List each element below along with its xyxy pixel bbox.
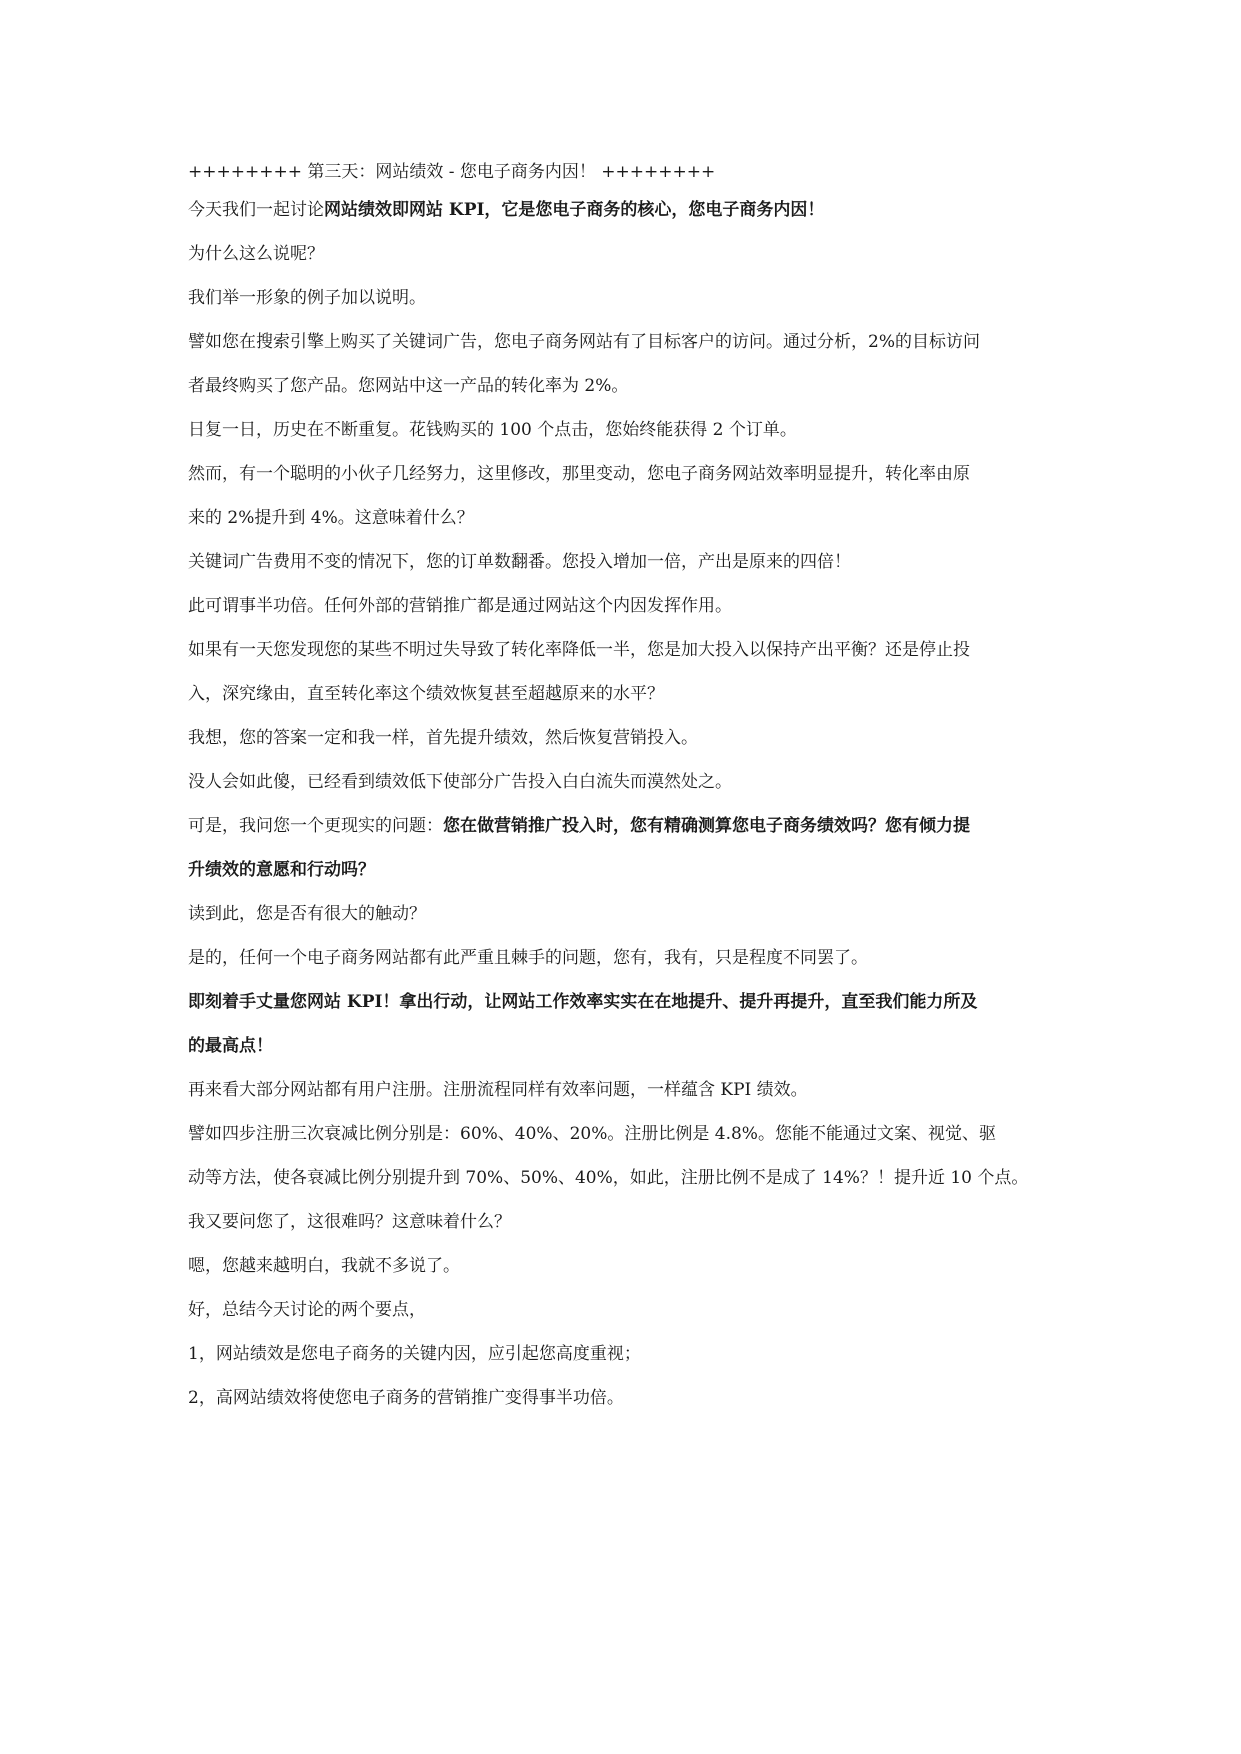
paragraph-line bbox=[188, 1166, 1028, 1190]
text-segment: 日复一日，历史在不断重复。花钱购买的 100 个点击，您始终能获得 2 个订单。 bbox=[188, 420, 797, 440]
paragraph-line bbox=[188, 1078, 808, 1102]
text-segment: 嗯，您越来越明白，我就不多说了。 bbox=[188, 1256, 460, 1276]
paragraph-line bbox=[188, 814, 970, 838]
text-segment: 来的 2%提升到 4%。这意味着什么？ bbox=[188, 508, 474, 528]
paragraph-line bbox=[188, 330, 980, 354]
text-segment: 然而，有一个聪明的小伙子几经努力，这里修改，那里变动，您电子商务网站效率明显提升，转化率由原 bbox=[188, 464, 970, 484]
paragraph-line bbox=[188, 682, 664, 706]
bold-text-segment: 升绩效的意愿和行动吗？ bbox=[188, 860, 375, 880]
paragraph-line bbox=[188, 550, 851, 574]
text-segment: 我想，您的答案一定和我一样，首先提升绩效，然后恢复营销投入。 bbox=[188, 728, 698, 748]
paragraph-line bbox=[188, 1254, 460, 1278]
text-segment: 譬如您在搜索引擎上购买了关键词广告，您电子商务网站有了目标客户的访问。通过分析，2%的目标访问 bbox=[188, 332, 980, 352]
paragraph-line bbox=[188, 726, 698, 750]
paragraph-line bbox=[188, 990, 977, 1014]
paragraph-line bbox=[188, 946, 868, 970]
text-segment: 譬如四步注册三次衰减比例分别是：60%、40%、20%。注册比例是 4.8%。您能不能通过文案、视觉、驱 bbox=[188, 1124, 996, 1144]
text-segment: 是的，任何一个电子商务网站都有此严重且棘手的问题，您有，我有，只是程度不同罢了。 bbox=[188, 948, 868, 968]
bold-text-segment: 您在做营销推广投入时，您有精确测算您电子商务绩效吗？您有倾力提 bbox=[443, 816, 970, 836]
text-segment: 为什么这么说呢？ bbox=[188, 244, 324, 264]
paragraph-line bbox=[188, 242, 324, 266]
bold-text-segment: 即刻着手丈量您网站 KPI！拿出行动，让网站工作效率实实在在地提升、提升再提升，直至我们能力所及 bbox=[188, 992, 978, 1012]
document-heading: ++++++++ 第三天：网站绩效 - 您电子商务内因！ ++++++++ bbox=[188, 162, 716, 182]
text-segment: 2，高网站绩效将使您电子商务的营销推广变得事半功倍。 bbox=[188, 1388, 624, 1408]
text-segment: 没人会如此傻，已经看到绩效低下使部分广告投入白白流失而漠然处之。 bbox=[188, 772, 732, 792]
paragraph-line bbox=[188, 594, 732, 618]
text-segment: 此可谓事半功倍。任何外部的营销推广都是通过网站这个内因发挥作用。 bbox=[188, 596, 732, 616]
text-segment: 我又要问您了，这很难吗？这意味着什么？ bbox=[188, 1212, 511, 1232]
text-segment: 我们举一形象的例子加以说明。 bbox=[188, 288, 426, 308]
text-segment: 再来看大部分网站都有用户注册。注册流程同样有效率问题，一样蕴含 KPI 绩效。 bbox=[188, 1080, 808, 1100]
paragraph-line bbox=[188, 198, 824, 222]
text-segment: 1，网站绩效是您电子商务的关键内因，应引起您高度重视； bbox=[188, 1344, 641, 1364]
paragraph-line bbox=[188, 286, 426, 310]
paragraph-line bbox=[188, 1386, 624, 1410]
paragraph-line bbox=[188, 1210, 511, 1234]
text-segment: 者最终购买了您产品。您网站中这一产品的转化率为 2%。 bbox=[188, 376, 629, 396]
paragraph-line bbox=[188, 1122, 996, 1146]
text-segment: 读到此，您是否有很大的触动？ bbox=[188, 904, 426, 924]
paragraph-line bbox=[188, 902, 426, 926]
text-segment: 今天我们一起讨论 bbox=[188, 200, 324, 220]
text-segment: 入，深究缘由，直至转化率这个绩效恢复甚至超越原来的水平？ bbox=[188, 684, 664, 704]
paragraph-line bbox=[188, 858, 375, 882]
paragraph-line bbox=[188, 462, 970, 486]
bold-text-segment: 网站绩效即网站 KPI，它是您电子商务的核心，您电子商务内因！ bbox=[324, 200, 825, 220]
text-segment: 好，总结今天讨论的两个要点， bbox=[188, 1300, 426, 1320]
text-segment: 如果有一天您发现您的某些不明过失导致了转化率降低一半，您是加大投入以保持产出平衡？还是停止投 bbox=[188, 640, 970, 660]
paragraph-line bbox=[188, 374, 628, 398]
paragraph-line bbox=[188, 506, 474, 530]
bold-text-segment: 的最高点！ bbox=[188, 1036, 273, 1056]
text-segment: 关键词广告费用不变的情况下，您的订单数翻番。您投入增加一倍，产出是原来的四倍！ bbox=[188, 552, 851, 572]
paragraph-line bbox=[188, 1034, 273, 1058]
paragraph-line bbox=[188, 770, 732, 794]
text-segment: 可是，我问您一个更现实的问题： bbox=[188, 816, 443, 836]
paragraph-line bbox=[188, 1298, 426, 1322]
paragraph-line bbox=[188, 638, 970, 662]
paragraph-line bbox=[188, 418, 797, 442]
paragraph-line bbox=[188, 1342, 641, 1366]
text-segment: 动等方法，使各衰减比例分别提升到 70%、50%、40%，如此，注册比例不是成了 14%？！提升近 10 个点。 bbox=[188, 1168, 1029, 1188]
